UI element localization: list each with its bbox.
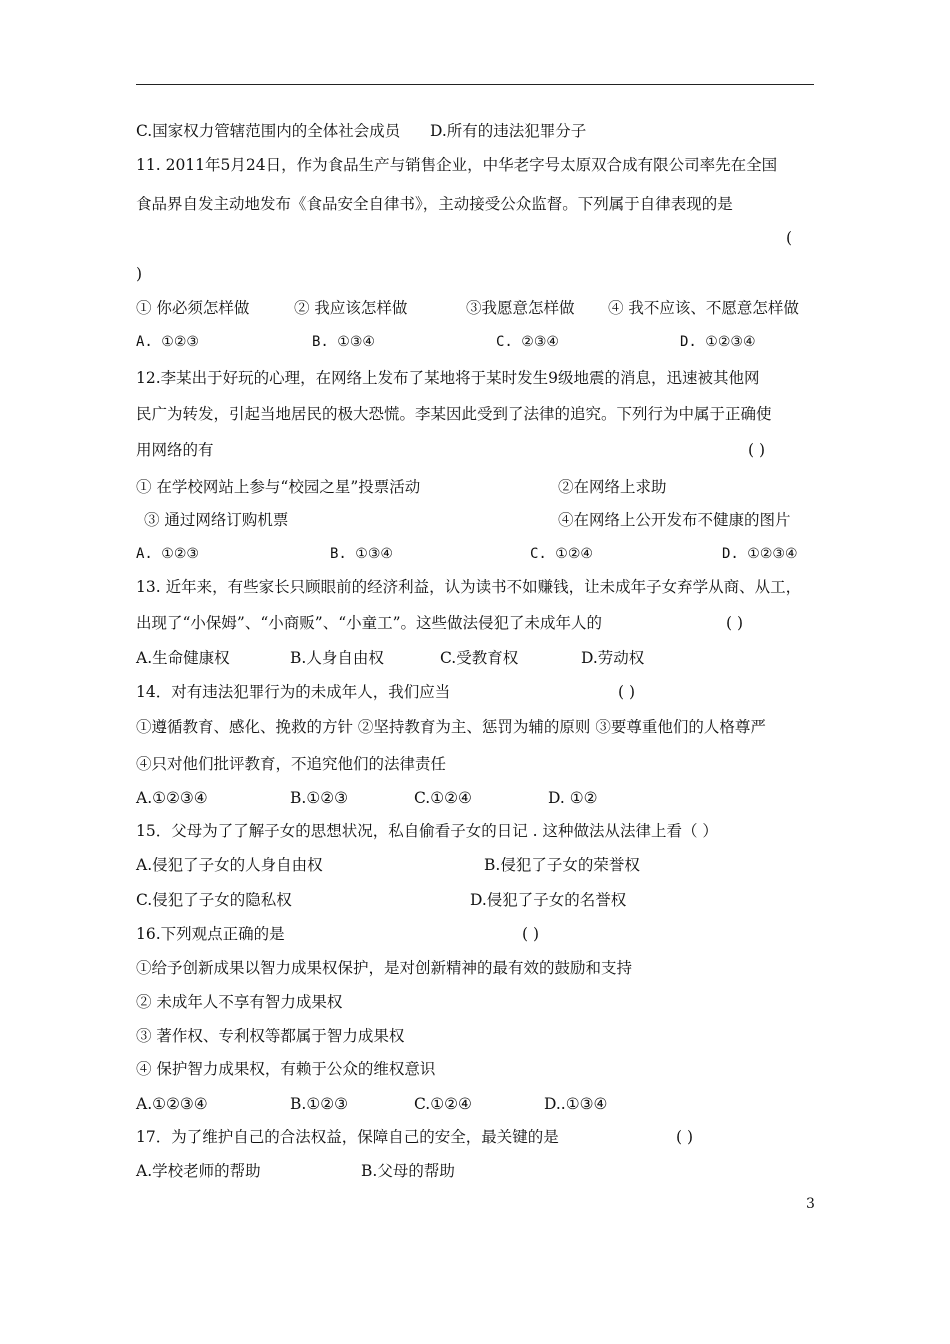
q12-answer-paren: ( ) — [748, 441, 766, 459]
q16-option-a: A.①②③④ — [136, 1095, 208, 1113]
header-rule — [136, 84, 814, 85]
q11-item-1: ① 你必须怎样做 — [136, 299, 250, 317]
q16-stem-line1: 16.下列观点正确的是 — [136, 925, 285, 943]
q16-item-3: ③ 著作权、专利权等都属于智力成果权 — [136, 1027, 405, 1045]
q12-option-a: A. ①②③ — [136, 546, 199, 562]
q12-option-b: B. ①③④ — [330, 546, 393, 562]
q13-answer-paren: ( ) — [726, 614, 744, 632]
q16-item-4: ④ 保护智力成果权，有赖于公众的维权意识 — [136, 1060, 436, 1078]
q11-option-b: B. ①③④ — [312, 334, 375, 350]
q16-option-c: C.①②④ — [414, 1095, 472, 1113]
q16-answer-paren: ( ) — [522, 925, 540, 943]
page-number: 3 — [806, 1196, 815, 1212]
q15-stem-line1: 15．父母为了了解子女的思想状况，私自偷看子女的日记 . 这种做法从法律上看（ ） — [136, 822, 718, 840]
q15-option-a: A.侵犯了子女的人身自由权 — [136, 856, 323, 874]
q11-item-4: ④ 我不应该、不愿意怎样做 — [608, 299, 799, 317]
q12-stem-line3: 用网络的有 — [136, 441, 214, 459]
q16-item-2: ② 未成年人不享有智力成果权 — [136, 993, 343, 1011]
q11-option-c: C. ②③④ — [496, 334, 559, 350]
q17-stem-line1: 17．为了维护自己的合法权益，保障自己的安全，最关键的是 — [136, 1128, 559, 1146]
q14-answer-paren: ( ) — [618, 683, 636, 701]
q17-option-a: A.学校老师的帮助 — [136, 1162, 261, 1180]
q10-option-c: C.国家权力管辖范围内的全体社会成员 — [136, 122, 401, 140]
q12-item-4: ④在网络上公开发布不健康的图片 — [558, 511, 791, 529]
q12-stem-line2: 民广为转发，引起当地居民的极大恐慌。李某因此受到了法律的追究。下列行为中属于正确使 — [136, 405, 772, 423]
q13-option-b: B.人身自由权 — [290, 649, 384, 667]
q13-option-d: D.劳动权 — [581, 649, 645, 667]
q10-option-d: D.所有的违法犯罪分子 — [430, 122, 587, 140]
q15-option-c: C.侵犯了子女的隐私权 — [136, 891, 292, 909]
q12-stem-line1: 12.李某出于好玩的心理，在网络上发布了某地将于某时发生9级地震的消息，迅速被其他网 — [136, 369, 760, 387]
q14-stem-line3: ④只对他们批评教育，不追究他们的法律责任 — [136, 755, 447, 773]
q12-item-1: ① 在学校网站上参与“校园之星”投票活动 — [136, 478, 421, 496]
q11-stem-line2: 食品界自发主动地发布《食品安全自律书》，主动接受公众监督。下列属于自律表现的是 — [136, 195, 733, 213]
q16-option-d: D..①③④ — [544, 1095, 608, 1113]
q16-item-1: ①给予创新成果以智力成果权保护，是对创新精神的最有效的鼓励和支持 — [136, 959, 633, 977]
q11-paren-close: ) — [136, 265, 143, 283]
q13-option-a: A.生命健康权 — [136, 649, 230, 667]
q14-option-d: D. ①② — [548, 789, 598, 807]
q11-option-d: D. ①②③④ — [680, 334, 756, 350]
q13-option-c: C.受教育权 — [440, 649, 519, 667]
q14-option-a: A.①②③④ — [136, 789, 208, 807]
q16-option-b: B.①②③ — [290, 1095, 349, 1113]
q12-option-c: C. ①②④ — [530, 546, 593, 562]
q11-item-2: ② 我应该怎样做 — [294, 299, 408, 317]
q13-stem-line1: 13. 近年来，有些家长只顾眼前的经济利益，认为读书不如赚钱，让未成年子女弃学从商、从工， — [136, 578, 802, 596]
q14-option-c: C.①②④ — [414, 789, 472, 807]
q11-paren-open: ( — [786, 229, 793, 247]
q14-stem-line2: ①遵循教育、感化、挽救的方针 ②坚持教育为主、惩罚为辅的原则 ③要尊重他们的人格尊严 — [136, 718, 766, 736]
q15-option-d: D.侵犯了子女的名誉权 — [470, 891, 627, 909]
q11-option-a: A. ①②③ — [136, 334, 199, 350]
q12-option-d: D. ①②③④ — [722, 546, 798, 562]
q17-answer-paren: ( ) — [676, 1128, 694, 1146]
q11-stem-line1: 11. 2011年5月24日，作为食品生产与销售企业，中华老字号太原双合成有限公司率先在全国 — [136, 156, 778, 174]
q14-option-b: B.①②③ — [290, 789, 349, 807]
q14-stem-line1: 14．对有违法犯罪行为的未成年人，我们应当 — [136, 683, 451, 701]
q17-option-b: B.父母的帮助 — [361, 1162, 455, 1180]
q15-option-b: B.侵犯了子女的荣誉权 — [484, 856, 640, 874]
q12-item-3: ③ 通过网络订购机票 — [144, 511, 289, 529]
q11-item-3: ③我愿意怎样做 — [466, 299, 575, 317]
q13-stem-line2: 出现了“小保姆”、“小商贩”、“小童工”。这些做法侵犯了未成年人的 — [136, 614, 603, 632]
q12-item-2: ②在网络上求助 — [558, 478, 667, 496]
